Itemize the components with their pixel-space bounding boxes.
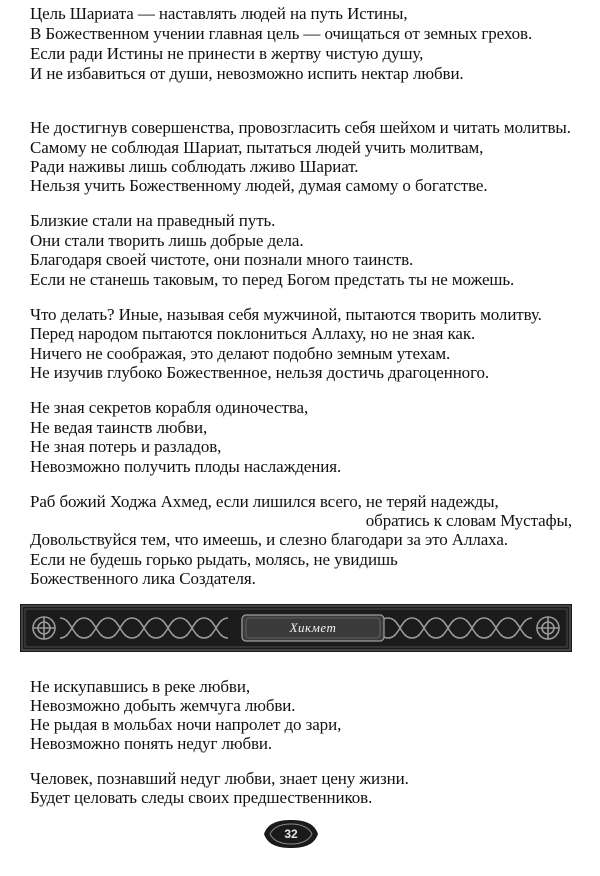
verse-line: Не ведая таинств любви, [30, 418, 208, 437]
verse-line: Невозможно добыть жемчуга любви. [30, 696, 296, 715]
verse-line: Будет целовать следы своих предшественников. [30, 788, 373, 807]
verse-line: обратись к словам Мустафы, [365, 511, 572, 530]
page-number-ornament [262, 818, 320, 850]
verse-line: Ничего не соображая, это делают подобно земным утехам. [30, 344, 451, 363]
verse-line: И не избавиться от души, невозможно испить нектар любви. [30, 64, 464, 83]
verse-line: Перед народом пытаются поклониться Аллаху, но не зная как. [30, 324, 476, 343]
verse-line: Близкие стали на праведный путь. [30, 211, 276, 230]
section-banner [20, 604, 572, 652]
verse-line: Ради наживы лишь соблюдать лживо Шариат. [30, 157, 359, 176]
verse-line: Не зная потерь и разладов, [30, 437, 222, 456]
verse-line: Довольствуйся тем, что имеешь, и слезно благодари за это Аллаха. [30, 530, 508, 549]
verse-line: Цель Шариата — наставлять людей на путь Истины, [30, 4, 408, 23]
page-number: 32 [284, 827, 298, 841]
verse-line: Они стали творить лишь добрые дела. [30, 231, 304, 250]
verse-line: Самому не соблюдая Шариат, пытаться людей учить молитвам, [30, 138, 484, 157]
verse-line: Если не станешь таковым, то перед Богом предстать ты не можешь. [30, 270, 515, 289]
verse-line: В Божественном учении главная цель — очищаться от земных грехов. [30, 24, 533, 43]
verse-line: Человек, познавший недуг любви, знает цену жизни. [30, 769, 409, 788]
verse-line: Если не будешь горько рыдать, молясь, не увидишь [30, 550, 398, 569]
verse-line: Не искупавшись в реке любви, [30, 677, 251, 696]
verse-line: Раб божий Ходжа Ахмед, если лишился всего, не теряй надежды, [30, 492, 499, 511]
verse-line: Не достигнув совершенства, провозгласить себя шейхом и читать молитвы. [30, 118, 571, 137]
verse-line: Не зная секретов корабля одиночества, [30, 398, 309, 417]
verse-line: Не рыдая в мольбах ночи напролет до зари, [30, 715, 342, 734]
verse-line: Божественного лика Создателя. [30, 569, 256, 588]
verse-line: Благодаря своей чистоте, они познали много таинств. [30, 250, 414, 269]
verse-line: Нельзя учить Божественному людей, думая самому о богатстве. [30, 176, 488, 195]
banner-title: Хикмет [289, 620, 337, 635]
verse-line: Что делать? Иные, называя себя мужчиной, пытаются творить молитву. [30, 305, 542, 324]
verse-line: Если ради Истины не принести в жертву чистую душу, [30, 44, 424, 63]
verse-line: Невозможно понять недуг любви. [30, 734, 273, 753]
verse-line: Невозможно получить плоды наслаждения. [30, 457, 342, 476]
verse-line: Не изучив глубоко Божественное, нельзя достичь драгоценного. [30, 363, 490, 382]
